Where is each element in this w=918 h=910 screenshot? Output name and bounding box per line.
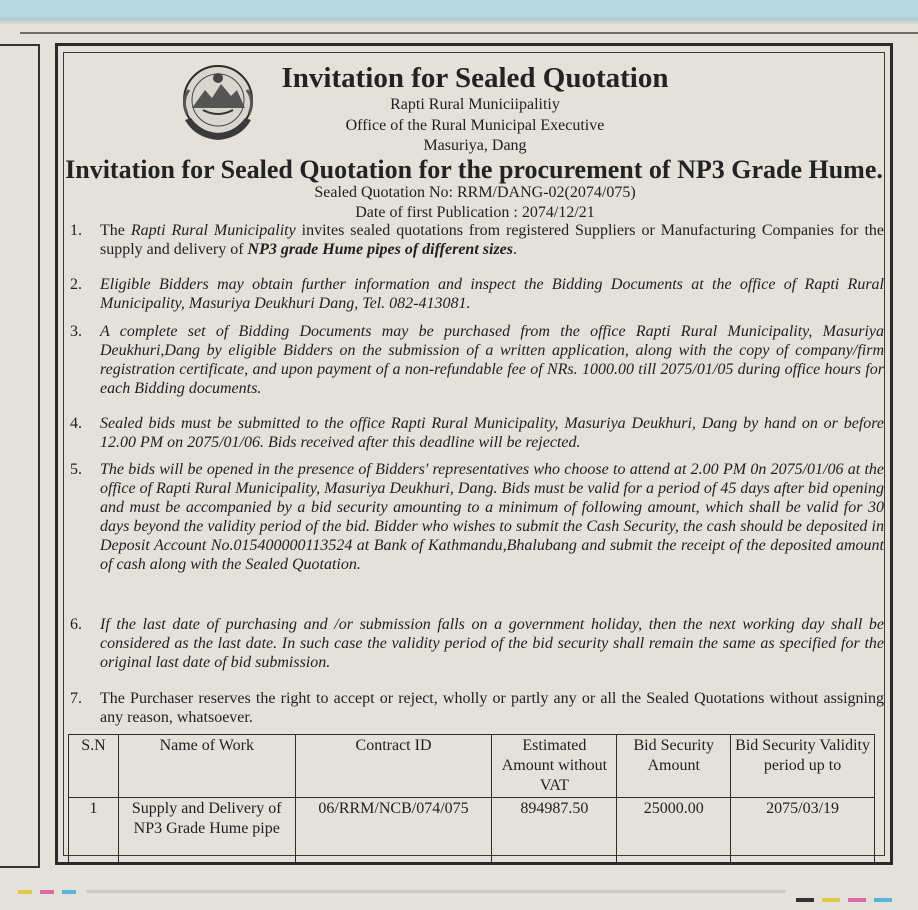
publication-date: Date of first Publication : 2074/12/21 (355, 204, 595, 221)
registration-mark (822, 898, 840, 902)
column-header: Bid Security Amount (617, 735, 731, 798)
table-cell: 06/RRM/NCB/074/075 (295, 798, 492, 863)
table-cell: 1 (69, 798, 119, 863)
item-text: A complete set of Bidding Documents may be purchased from the office Rapti Rural Municipality, Masuriya Deukhuri,Dang by eligible Bidders on the submission of a written application, along with the copy of company/firm registration certificate, and upon payment of a non-refundable fee of NRs. 1000.00 till 2075/01/05 during office hours for each Bidding documents. (100, 323, 884, 397)
item-text: The Purchaser reserves the right to accept or reject, wholly or partly any or all the Sealed Quotations without assigning any reason, whatsoever. (100, 690, 884, 726)
item-text-part: . (513, 241, 517, 258)
item-number: 1. (70, 222, 82, 239)
column-header: Contract ID (295, 735, 492, 798)
page-top-color-strip (0, 0, 918, 24)
column-header: Name of Work (118, 735, 295, 798)
table-cell: Supply and Delivery of NP3 Grade Hume pipe (118, 798, 295, 863)
bottom-rule (86, 890, 786, 893)
top-divider (20, 32, 918, 34)
registration-mark (874, 898, 892, 902)
item-text-part: invites sealed quotations from registered Suppliers or Manufacturing Companies for the supply and delivery of (100, 222, 884, 258)
registration-mark (796, 898, 814, 902)
table-row (69, 798, 875, 863)
item-number: 3. (70, 323, 82, 340)
table-cell: 2075/03/19 (731, 798, 875, 863)
item-text: Sealed bids must be submitted to the office Rapti Rural Municipality, Masuriya Deukhuri, Dang by hand on or before 12.00 PM on 2075/01/06. Bids received after this deadline will be rejected. (100, 415, 884, 451)
item-number: 7. (70, 690, 82, 707)
table-cell: 894987.50 (492, 798, 617, 863)
column-header: Bid Security Validity period up to (731, 735, 875, 798)
bid-table (68, 734, 875, 863)
table-header-row (69, 735, 875, 798)
column-header: Estimated Amount without VAT (492, 735, 617, 798)
column-header: S.N (69, 735, 119, 798)
item-number: 5. (70, 461, 82, 478)
item-text: If the last date of purchasing and /or submission falls on a government holiday, then the next working day shall be considered as the last date. In such case the validity period of the bid security shall remain the same as specified for the original last date of bid submission. (100, 616, 884, 671)
table-cell: 25000.00 (617, 798, 731, 863)
item-text-part: Rapti Rural Municipality (130, 222, 296, 239)
item-text-part: NP3 grade Hume pipes of different sizes (247, 241, 513, 258)
print-registration-marks (0, 884, 918, 910)
registration-mark (62, 890, 76, 894)
notice-subtitle: Invitation for Sealed Quotation for the procurement of NP3 Grade Hume. (65, 155, 883, 184)
item-number: 6. (70, 616, 82, 633)
organization-name: Rapti Rural Municiipalitiy (390, 96, 560, 113)
notice-title: Invitation for Sealed Quotation (281, 62, 669, 94)
page-fold (0, 18, 918, 24)
item-number: 2. (70, 276, 82, 293)
item-text: The bids will be opened in the presence of Bidders' representatives who choose to attend at 2.00 PM 0n 2075/01/06 at the office of Rapti Rural Municipality, Masuriya Deukhuri, Dang. Bids must be valid for a period of 45 days after bid opening and must be accompanied by a bid security amounting to a minimum of following amount, which shall be valid for 30 days beyond the validity period of the bid. Bidder who wishes to submit the Cash Security, the cash should be deposited in Deposit Account No.015400000113524 at Bank of Kathmandu,Bhalubang and submit the receipt of the deposited amount of cash along with the Sealed Quotation. (100, 461, 884, 573)
item-text-part: The (100, 222, 131, 239)
place-name: Masuriya, Dang (423, 137, 527, 154)
registration-mark (40, 890, 54, 894)
item-text (100, 221, 884, 259)
registration-mark (848, 898, 866, 902)
registration-mark (18, 890, 32, 894)
item-number: 4. (70, 415, 82, 432)
office-name: Office of the Rural Municipal Executive (345, 117, 605, 134)
quotation-number: Sealed Quotation No: RRM/DANG-02(2074/075) (314, 184, 636, 201)
item-text: Eligible Bidders may obtain further information and inspect the Bidding Documents at the office of Rapti Rural Municipality, Masuriya Deukhuri Dang, Tel. 082-413081. (100, 276, 884, 312)
